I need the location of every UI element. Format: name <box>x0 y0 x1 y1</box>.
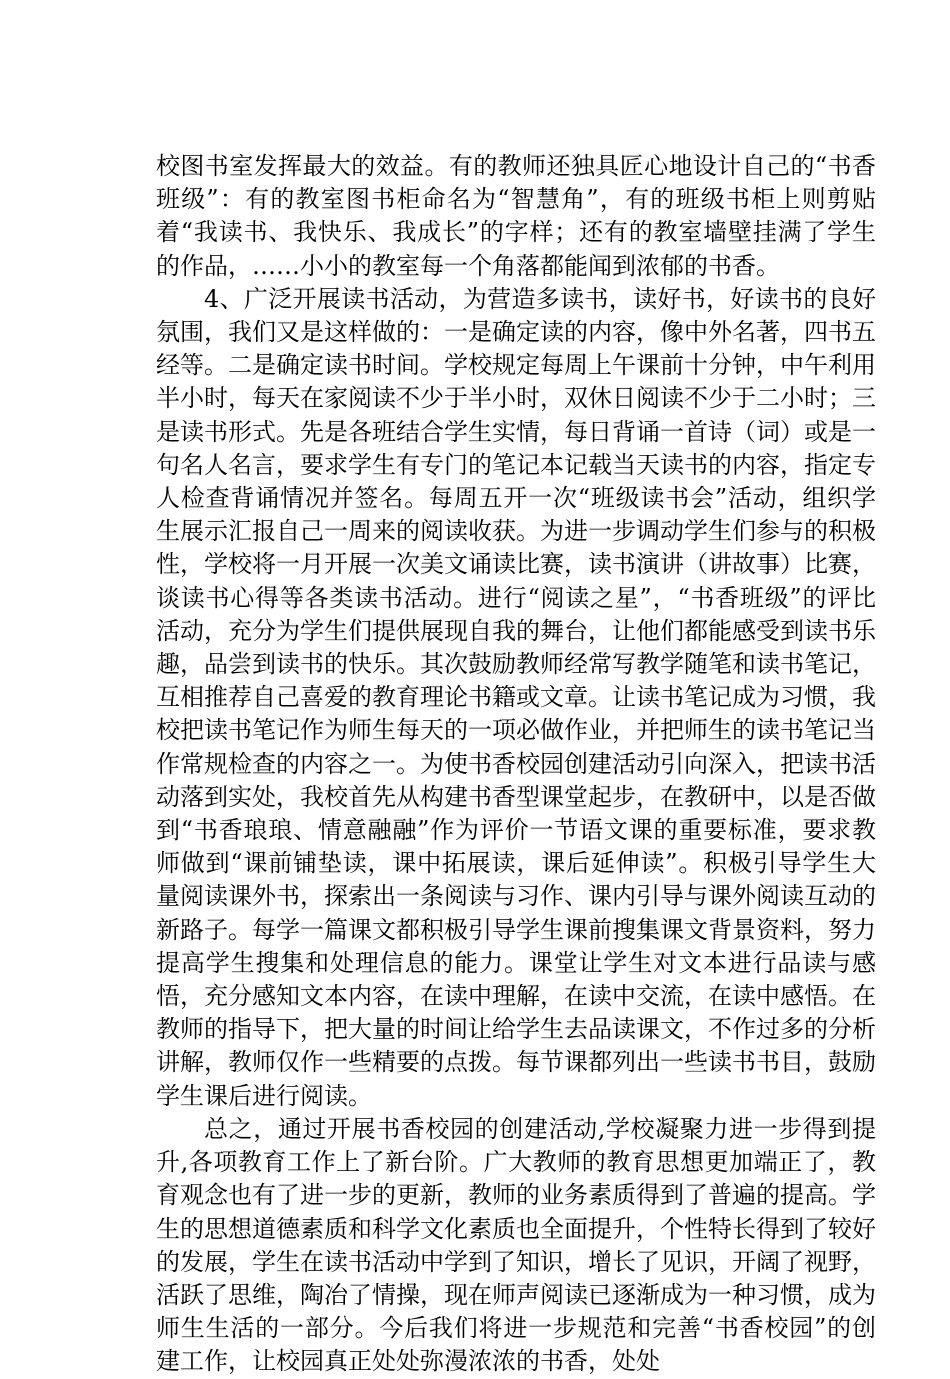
document-page <box>156 150 876 1379</box>
paragraph-1: 校图书室发挥最大的效益。有的教师还独具匠心地设计自己的“书香班级”：有的教室图书柜命名为“智慧角”，有的班级书柜上则剪贴着“我读书、我快乐、我成长”的字样；还有的教室墙壁挂满了学生的作品，……小小的教室每一个角落都能闻到浓郁的书香。 <box>156 152 876 280</box>
paragraph-3: 总之，通过开展书香校园的创建活动,学校凝聚力进一步得到提升,各项教育工作上了新台阶。广大教师的教育思想更加端正了，教育观念也有了进一步的更新，教师的业务素质得到了普遍的提高。学生的思想道德素质和科学文化素质也全面提升，个性特长得到了较好的发展，学生在读书活动中学到了知识，增长了见识，开阔了视野，活跃了思维，陶冶了情操，现在师声阅读已逐渐成为一种习惯，成为师生生活的一部分。今后我们将进一步规范和完善“书香校园”的创建工作，让校园真正处处弥漫浓浓的书香，处处 <box>156 1114 876 1376</box>
paragraph-2: 4、广泛开展读书活动，为营造多读书，读好书，好读书的良好氛围，我们又是这样做的：一是确定读的内容，像中外名著，四书五经等。二是确定读书时间。学校规定每周上午课前十分钟，中午利用半小时，每天在家阅读不少于半小时，双休日阅读不少于二小时；三是读书形式。先是各班结合学生实情，每日背诵一首诗（词）或是一句名人名言，要求学生有专门的笔记本记载当天读书的内容，指定专人检查背诵情况并签名。每周五开一次“班级读书会”活动，组织学生展示汇报自己一周来的阅读收获。为进一步调动学生们参与的积极性，学校将一月开展一次美文诵读比赛，读书演讲（讲故事）比赛，谈读书心得等各类读书活动。进行“阅读之星”，“书香班级”的评比活动，充分为学生们提供展现自我的舞台，让他们都能感受到读书乐趣，品尝到读书的快乐。其次鼓励教师经常写教学随笔和读书笔记，互相推荐自己喜爱的教育理论书籍或文章。让读书笔记成为习惯，我校把读书笔记作为师生每天的一项必做作业，并把师生的读书笔记当作常规检查的内容之一。为使书香校园创建活动引向深入，把读书活动落到实处，我校首先从构建书香型课堂起步，在教研中，以是否做到“书香琅琅、情意融融”作为评价一节语文课的重要标准，要求教师做到“课前铺垫读，课中拓展读，课后延伸读”。积极引导学生大量阅读课外书，探索出一条阅读与习作、课内引导与课外阅读互动的新路子。每学一篇课文都积极引导学生课前搜集课文背景资料，努力提高学生搜集和处理信息的能力。课堂让学生对文本进行品读与感悟，充分感知文本内容，在读中理解，在读中交流，在读中感悟。在教师的指导下，把大量的时间让给学生去品读课文，不作过多的分析讲解，教师仅作一些精要的点拨。每节课都列出一些读书书目，鼓励学生课后进行阅读。 <box>156 284 876 1110</box>
